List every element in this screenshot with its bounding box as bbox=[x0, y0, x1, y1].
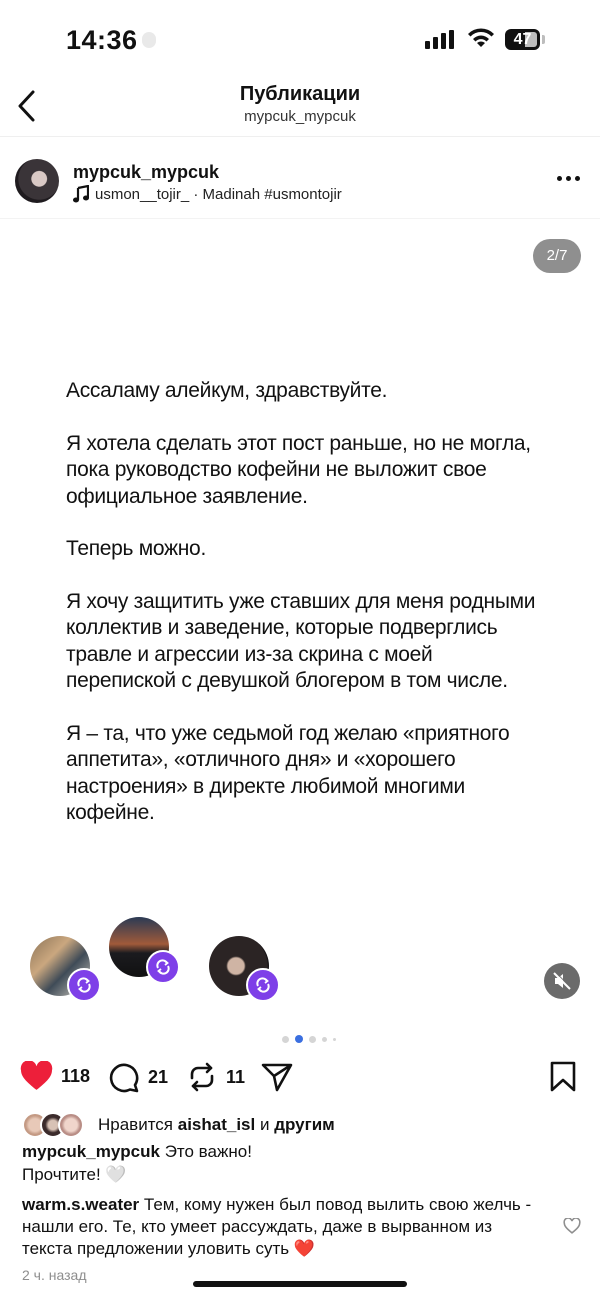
heart-filled-icon bbox=[20, 1061, 53, 1091]
repost-icon bbox=[67, 968, 101, 1002]
like-button[interactable] bbox=[20, 1061, 90, 1091]
slide-paragraph: Теперь можно. bbox=[66, 537, 206, 560]
post-header-divider bbox=[0, 218, 600, 219]
save-button[interactable] bbox=[548, 1061, 578, 1098]
slide-paragraph: Я хотела сделать этот пост раньше, но не могла, пока руководство кофейни не выложит свое официальное заявление. bbox=[66, 431, 531, 508]
avatar[interactable] bbox=[15, 159, 59, 203]
battery-icon bbox=[505, 29, 540, 50]
repost-count: 11 bbox=[226, 1066, 246, 1087]
repost-icon bbox=[246, 968, 280, 1002]
more-options-button[interactable] bbox=[557, 176, 580, 181]
page-title: Публикации bbox=[239, 83, 361, 105]
comment-text: Тем, кому нужен был повод вылить свою желчь - нашли его. Те, кто умеет рассуждать, даже в вырванном из текста предложении уловить суть ❤️ bbox=[22, 1195, 532, 1258]
liked-by-prefix: Нравится bbox=[98, 1115, 174, 1134]
dot-icon bbox=[575, 176, 580, 181]
share-button[interactable] bbox=[260, 1061, 294, 1098]
liker-avatar bbox=[58, 1112, 84, 1138]
home-indicator[interactable] bbox=[193, 1281, 407, 1287]
speaker-muted-icon bbox=[552, 971, 572, 991]
repost-button[interactable] bbox=[186, 1061, 245, 1093]
comment-button[interactable] bbox=[108, 1061, 168, 1093]
caption-text: Это важно! bbox=[164, 1142, 252, 1161]
slide-paragraph: Я хочу защитить уже ставших для меня родными коллектив и заведение, которые подверглись травле и агрессии из-за скрина с моей перепиской с девушкой блогером в том числе. bbox=[66, 589, 536, 692]
battery-tip bbox=[542, 35, 545, 44]
music-note-icon bbox=[73, 185, 89, 203]
slide-counter-badge: 2/7 bbox=[533, 239, 581, 273]
liked-by-row[interactable] bbox=[22, 1112, 335, 1138]
repost-icon bbox=[146, 950, 180, 984]
cellular-signal-icon bbox=[425, 30, 454, 49]
post-timestamp: 2 ч. назад bbox=[22, 1267, 87, 1283]
comment-bubble-icon bbox=[108, 1061, 140, 1093]
post-username[interactable]: mypcuk_mypcuk bbox=[73, 162, 220, 182]
liked-by-others[interactable]: другим bbox=[274, 1115, 335, 1134]
comment-count: 21 bbox=[148, 1066, 169, 1087]
carousel-dot bbox=[309, 1036, 316, 1043]
wifi-icon bbox=[466, 27, 496, 54]
dot-icon bbox=[557, 176, 562, 181]
bookmark-icon bbox=[548, 1061, 578, 1093]
post-caption bbox=[22, 1140, 562, 1186]
carousel-dot-active bbox=[295, 1035, 303, 1043]
mute-button[interactable] bbox=[544, 963, 580, 999]
header-divider bbox=[0, 136, 600, 137]
battery-level: 47 bbox=[513, 31, 532, 48]
heart-outline-icon bbox=[563, 1218, 581, 1234]
music-row[interactable] bbox=[73, 185, 342, 203]
repost-icon bbox=[186, 1061, 218, 1093]
carousel-dot bbox=[282, 1036, 289, 1043]
carousel-dot bbox=[333, 1038, 336, 1041]
post-slide-text bbox=[66, 378, 546, 853]
liked-by-connector: и bbox=[259, 1115, 270, 1134]
caption-username[interactable]: mypcuk_mypcuk bbox=[22, 1142, 160, 1161]
page-subtitle[interactable]: mypcuk_mypcuk bbox=[244, 108, 356, 125]
comment-like-button[interactable] bbox=[563, 1218, 581, 1239]
carousel-dot bbox=[322, 1037, 327, 1042]
caption-text-line2: Прочтите! 🤍 bbox=[22, 1165, 127, 1184]
music-label: usmon__tojir_ · Madinah #usmontojir bbox=[95, 185, 342, 203]
status-indicator bbox=[142, 32, 156, 48]
carousel-dots bbox=[282, 1035, 336, 1043]
paper-plane-icon bbox=[260, 1061, 294, 1093]
comment-username[interactable]: warm.s.weater bbox=[22, 1195, 140, 1214]
like-count: 118 bbox=[61, 1065, 91, 1086]
comment-item bbox=[22, 1194, 542, 1260]
liked-by-user[interactable]: aishat_isl bbox=[177, 1115, 256, 1134]
status-time: 14:36 bbox=[66, 25, 138, 55]
slide-paragraph: Я – та, что уже седьмой год желаю «приятного аппетита», «отличного дня» и «хорошего настроения» в директе любимой многими кофейне. bbox=[66, 721, 510, 824]
slide-paragraph: Ассаламу алейкум, здравствуйте. bbox=[66, 379, 388, 402]
dot-icon bbox=[566, 176, 571, 181]
